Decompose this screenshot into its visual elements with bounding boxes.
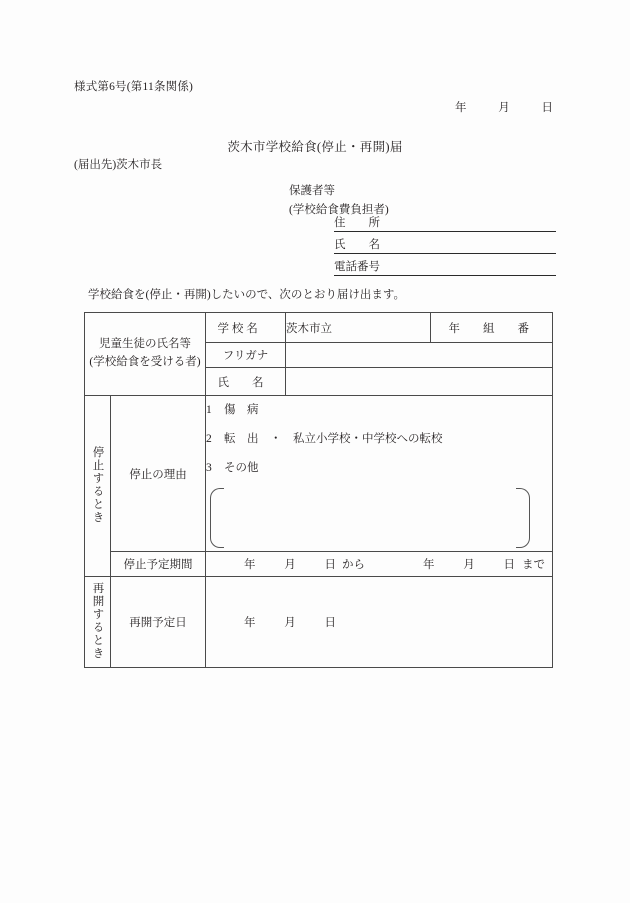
intro-sentence: 学校給食を(停止・再開)したいので、次のとおり届け出ます。: [88, 289, 406, 301]
table-row: [85, 313, 553, 343]
form-number: 様式第6号(第11条関係): [74, 81, 194, 93]
period-from-ymd: 年 月 日: [244, 559, 337, 571]
guardian-subheading: (学校給食費負担者): [289, 204, 389, 216]
table-row: [85, 396, 553, 552]
reason-option-1[interactable]: 1 傷 病: [206, 404, 259, 416]
resume-section-vertical-label: 再開するとき: [85, 577, 111, 668]
reason-freetext-bracket: [206, 488, 530, 546]
furigana-label: フリガナ: [206, 343, 286, 368]
reason-option-2[interactable]: 2 転 出 ・ 私立小学校・中学校への転校: [206, 433, 443, 445]
bracket-right-icon: [516, 488, 530, 548]
suspend-section-vertical-label: 停止するとき: [85, 396, 111, 577]
addressee-line: (届出先)茨木市長: [74, 159, 163, 171]
guardian-address-row: [334, 212, 556, 232]
resume-date-label: 再開予定日: [111, 577, 206, 668]
suspend-reason-options: [206, 396, 553, 552]
student-name-value[interactable]: [286, 368, 553, 396]
resume-date-value[interactable]: [206, 577, 553, 668]
school-name-label: 学 校 名: [206, 313, 286, 343]
document-date-line: [455, 99, 553, 115]
table-row: [85, 552, 553, 577]
furigana-value[interactable]: [286, 343, 553, 368]
guardian-address-label: 住 所: [334, 216, 380, 229]
class-number-label[interactable]: 年 組 番: [431, 313, 553, 343]
suspend-period-label: 停止予定期間: [111, 552, 206, 577]
suspend-period-value[interactable]: [206, 552, 553, 577]
student-label-line2: (学校給食を受ける者): [89, 356, 201, 368]
guardian-name-label: 氏 名: [334, 238, 380, 251]
guardian-name-row: [334, 234, 556, 254]
student-label-line1: 児童生徒の氏名等: [99, 338, 191, 351]
student-name-label: 氏 名: [206, 368, 286, 396]
period-to-suffix: まで: [522, 559, 546, 571]
period-from-suffix: から: [342, 559, 366, 571]
school-name-value[interactable]: 茨木市立: [286, 313, 431, 343]
period-to-ymd: 年 月 日: [423, 559, 516, 571]
guardian-phone-label: 電話番号: [334, 260, 380, 273]
reason-option-3[interactable]: 3 その他: [206, 462, 259, 474]
date-year-label: 年: [455, 102, 467, 114]
guardian-phone-row: [334, 256, 556, 276]
guardian-fields: [334, 212, 556, 278]
date-month-label: 月: [498, 102, 510, 114]
form-table: [84, 312, 553, 668]
guardian-heading: 保護者等: [289, 185, 335, 197]
student-section-label: [85, 313, 206, 396]
suspend-reason-label: 停止の理由: [111, 396, 206, 552]
date-day-label: 日: [541, 102, 553, 114]
page-title: 茨木市学校給食(停止・再開)届: [227, 140, 403, 154]
resume-ymd: 年 月 日: [244, 617, 337, 629]
table-row: [85, 577, 553, 668]
bracket-left-icon: [210, 488, 224, 548]
